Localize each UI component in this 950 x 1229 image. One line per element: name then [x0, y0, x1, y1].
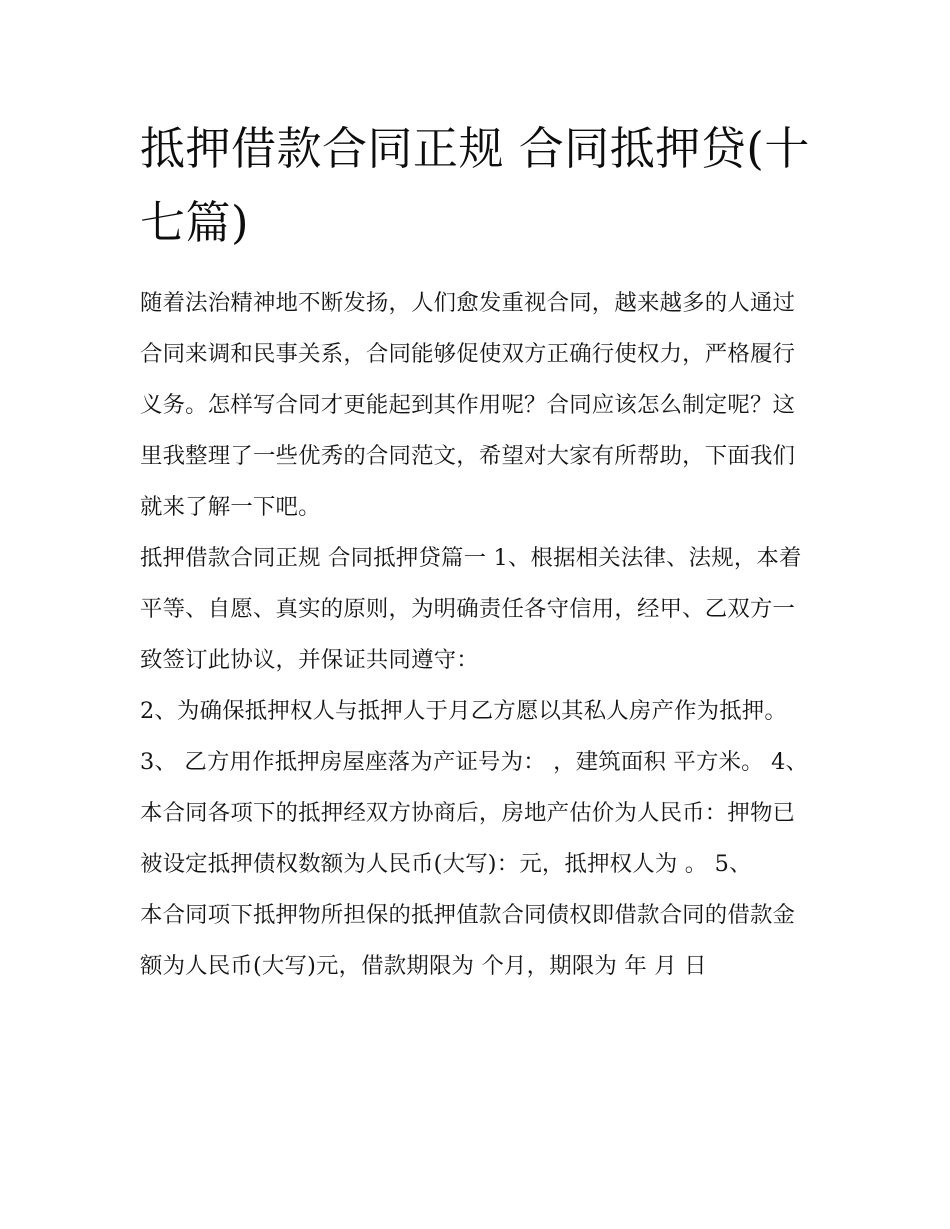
clause-1-paragraph: 抵押借款合同正规 合同抵押贷篇一 1、根据相关法律、法规，本着平等、自愿、真实的原则，为明确责任各守信用，经甲、乙双方一致签订此协议，并保证共同遵守：	[140, 545, 802, 673]
document-content	[140, 112, 816, 992]
clause-5-paragraph: 本合同项下抵押物所担保的抵押值款合同债权即借款合同的借款金额为人民币(大写)元，借款期限为 个月，期限为 年 月 日	[140, 902, 796, 979]
document-body	[140, 278, 816, 992]
document-title: 抵押借款合同正规 合同抵押贷(十七篇)	[140, 122, 810, 249]
clause-4-5-paragraph: 本合同各项下的抵押经双方协商后，房地产估价为人民币：押物已被设定抵押债权数额为人民币(大写)：元，抵押权人为 。 5、	[140, 800, 796, 877]
intro-paragraph: 随着法治精神地不断发扬，人们愈发重视合同，越来越多的人通过合同来调和民事关系，合同能够促使双方正确行使权力，严格履行义务。怎样写合同才更能起到其作用呢？合同应该怎么制定呢？这里我整理了一些优秀的合同范文，希望对大家有所帮助，下面我们就来了解一下吧。	[140, 290, 796, 520]
clause-2-4-paragraph: 2、为确保抵押权人与抵押人于月乙方愿以其私人房产作为抵押。 3、 乙方用作抵押房屋座落为产证号为： ，建筑面积 平方米。 4、	[140, 698, 809, 775]
